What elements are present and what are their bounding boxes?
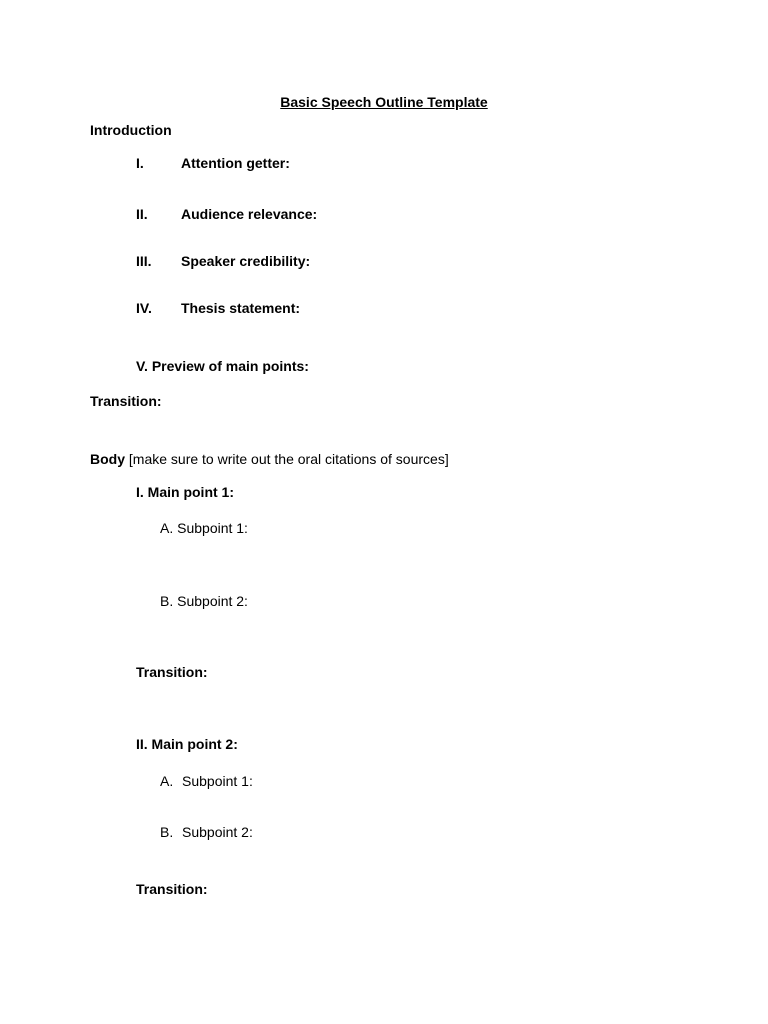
main-point-1-subpoint-a: A. Subpoint 1: (160, 520, 248, 536)
main-point-2-transition: Transition: (136, 881, 208, 897)
main-point-1-subpoint-b: B. Subpoint 2: (160, 593, 248, 609)
intro-preview-label: V. Preview of main points: (136, 358, 309, 374)
intro-item-3-numeral: III. (136, 253, 152, 269)
intro-item-3-label: Speaker credibility: (181, 253, 311, 269)
intro-item-4-label: Thesis statement: (181, 300, 301, 316)
document-title: Basic Speech Outline Template (280, 94, 488, 110)
main-point-2-subpoint-b-letter: B. (160, 824, 174, 840)
intro-item-2-numeral: II. (136, 206, 148, 222)
intro-item-4-numeral: IV. (136, 300, 152, 316)
intro-item-2-label: Audience relevance: (181, 206, 318, 222)
main-point-1-label: I. Main point 1: (136, 484, 234, 500)
body-heading-line (90, 450, 449, 468)
main-point-2-subpoint-a-letter: A. (160, 773, 174, 789)
main-point-2-label: II. Main point 2: (136, 736, 238, 752)
main-point-1-transition: Transition: (136, 664, 208, 680)
body-note: [make sure to write out the oral citations of sources] (128, 451, 449, 467)
main-point-2-subpoint-b-label: Subpoint 2: (182, 824, 253, 840)
intro-item-1-label: Attention getter: (181, 155, 290, 171)
introduction-heading: Introduction (90, 122, 172, 138)
body-heading: Body (90, 451, 125, 467)
main-point-2-subpoint-a-label: Subpoint 1: (182, 773, 253, 789)
intro-transition-label: Transition: (90, 393, 162, 409)
intro-item-1-numeral: I. (136, 155, 144, 171)
